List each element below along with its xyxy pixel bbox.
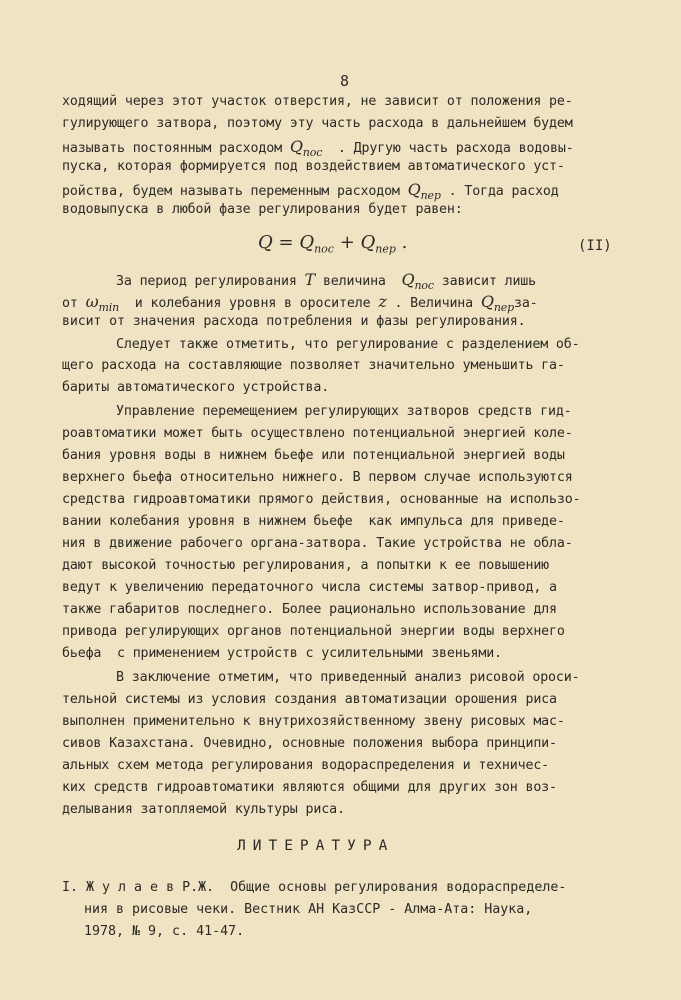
text-line: пуска, которая формируется под воздействием автоматического уст-: [62, 159, 565, 174]
reference-line: I. Ж у л а е в Р.Ж. Общие основы регулирования водораспределе-: [62, 880, 567, 895]
text-fragment: называть постоянным расходом: [62, 141, 282, 156]
equation-number: (II): [578, 238, 612, 254]
section-heading: ЛИТЕРАТУРА: [237, 838, 395, 854]
text-line: Следует также отметить, что регулирование с разделением об-: [116, 337, 580, 352]
text-line: альных схем метода регулирования водораспределения и техничес-: [62, 758, 550, 773]
text-line: гулирующего затвора, поэтому эту часть расхода в дальнейшем будем: [62, 116, 573, 131]
text-line: роавтоматики может быть осуществлено потенциальной энергией коле-: [62, 426, 573, 441]
symbol-q-per: $Q_{пер}$: [407, 180, 441, 203]
text-line: В заключение отметим, что приведенный анализ рисовой ороси-: [116, 670, 580, 685]
text-line: верхнего бьефа относительно нижнего. В первом случае используются: [62, 470, 573, 485]
text-line: средства гидроавтоматики прямого действия, основанные на использо-: [62, 492, 581, 507]
text-line: выполнен применительно к внутрихозяйственному звену рисовых мас-: [62, 714, 565, 729]
reference-line: 1978, № 9, с. 41-47.: [84, 924, 245, 939]
text-line: ходящий через этот участок отверстия, не зависит от положения ре-: [62, 94, 573, 109]
text-line: водовыпуска в любой фазе регулирования будет равен:: [62, 202, 463, 217]
text-line: дают высокой точностью регулирования, а попытки к ее повышению: [62, 558, 550, 573]
text-line: [62, 292, 538, 314]
symbol-q-pos: $Q_{пос}$: [401, 270, 434, 293]
text-fragment: от: [62, 296, 78, 311]
text-line: [62, 137, 574, 159]
reference-line: ния в рисовые чеки. Вестник АН КазССР - Алма-Ата: Наука,: [84, 902, 533, 917]
text-line: Управление перемещением регулирующих затворов средств гид-: [116, 404, 572, 419]
text-fragment: ройства, будем называть переменным расходом: [62, 184, 400, 199]
text-fragment: величина: [322, 274, 386, 289]
formula: $Q = Q_{пос} + Q_{пер}$ .: [258, 232, 408, 256]
text-line: тельной системы из условия создания автоматизации орошения риса: [62, 692, 557, 707]
text-fragment: . Тогда расход: [448, 184, 559, 199]
text-line: [116, 270, 536, 292]
symbol-omega-min: $\omega_{min}$: [85, 292, 120, 315]
text-line: ния в движение рабочего органа-затвора. Такие устройства не обла-: [62, 536, 573, 551]
text-line: щего расхода на составляющие позволяет значительно уменьшить га-: [62, 358, 565, 373]
text-line: также габаритов последнего. Более рационально использование для: [62, 602, 557, 617]
text-fragment: и колебания уровня в оросителе: [134, 296, 371, 311]
text-line: бания уровня воды в нижнем бьефе или потенциальной энергией воды: [62, 448, 565, 463]
symbol-t: T: [304, 270, 316, 289]
text-line: делывания затопляемой культуры риса.: [62, 802, 345, 817]
text-line: бьефа с применением устройств с усилительными звеньями.: [62, 646, 502, 661]
text-fragment: зависит лишь: [441, 274, 537, 289]
symbol-q-pos: $Q_{пос}$: [289, 137, 323, 160]
text-line: вании колебания уровня в нижнем бьефе как импульса для приведе-: [62, 514, 565, 529]
text-line: сивов Казахстана. Очевидно, основные положения выбора принципи-: [62, 736, 557, 751]
text-fragment: . Величина: [394, 296, 474, 311]
symbol-q-per: $Q_{пер}$: [480, 292, 515, 315]
text-fragment: . Другую часть расхода водовы-: [337, 141, 574, 156]
page-number: 8: [340, 72, 350, 90]
text-line: [62, 180, 559, 202]
text-line: висит от значения расхода потребления и фазы регулирования.: [62, 314, 526, 329]
text-line: ведут к увеличению передаточного числа системы затвор-привод, а: [62, 580, 557, 595]
text-fragment: за-: [514, 296, 538, 311]
text-line: бариты автоматического устройства.: [62, 380, 330, 395]
text-line: привода регулирующих органов потенциальной энергии воды верхнего: [62, 624, 565, 639]
text-line: ких средств гидроавтоматики являются общими для других зон воз-: [62, 780, 557, 795]
symbol-z: z: [378, 292, 387, 311]
text-fragment: За период регулирования: [116, 274, 297, 289]
